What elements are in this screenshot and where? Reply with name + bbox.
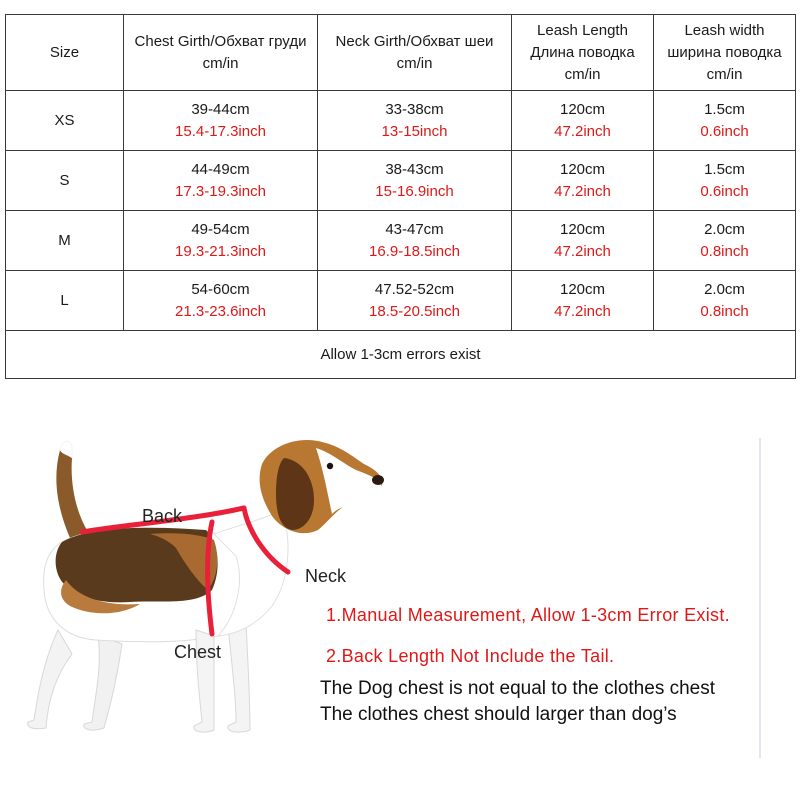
table-row [6, 211, 796, 271]
divider-line [759, 438, 761, 758]
neck-cell: 38-43cm 15-16.9inch [318, 151, 512, 211]
neck-cell: 43-47cm 16.9-18.5inch [318, 211, 512, 271]
table-row [6, 271, 796, 331]
label-neck: Neck [305, 566, 347, 586]
chest-cell: 49-54cm 19.3-21.3inch [124, 211, 318, 271]
leash-length-cell: 120cm 47.2inch [512, 91, 654, 151]
label-back: Back [142, 506, 183, 526]
header-leash-length: Leash Length Длина поводка cm/in [512, 15, 654, 91]
size-cell: L [6, 271, 124, 331]
chest-cell: 54-60cm 21.3-23.6inch [124, 271, 318, 331]
measurement-diagram [0, 430, 800, 800]
table-row [6, 91, 796, 151]
note-clothes-larger: The clothes chest should larger than dog’s [320, 704, 677, 725]
dog-tail [56, 448, 88, 538]
leash-width-cell: 1.5cm 0.6inch [654, 151, 796, 211]
neck-cell: 33-38cm 13-15inch [318, 91, 512, 151]
header-row [6, 15, 796, 91]
chest-cell: 44-49cm 17.3-19.3inch [124, 151, 318, 211]
note-row [6, 331, 796, 379]
note-back-length: 2.Back Length Not Include the Tail. [326, 646, 615, 666]
size-cell: M [6, 211, 124, 271]
leash-width-cell: 2.0cm 0.8inch [654, 271, 796, 331]
label-chest: Chest [174, 642, 222, 662]
size-cell: S [6, 151, 124, 211]
leash-length-cell: 120cm 47.2inch [512, 211, 654, 271]
header-leash-width: Leash width ширина поводка cm/in [654, 15, 796, 91]
chest-cell: 39-44cm 15.4-17.3inch [124, 91, 318, 151]
neck-cell: 47.52-52cm 18.5-20.5inch [318, 271, 512, 331]
header-neck-girth: Neck Girth/Обхват шеи cm/in [318, 15, 512, 91]
note-chest-not-equal: The Dog chest is not equal to the clothes chest [320, 678, 716, 699]
note-manual-measurement: 1.Manual Measurement, Allow 1-3cm Error Exist. [326, 605, 730, 625]
leash-length-cell: 120cm 47.2inch [512, 151, 654, 211]
dog-hind-leg [28, 630, 72, 729]
leash-width-cell: 2.0cm 0.8inch [654, 211, 796, 271]
header-size: Size [6, 15, 124, 91]
size-chart-table [5, 14, 796, 379]
size-cell: XS [6, 91, 124, 151]
error-note: Allow 1-3cm errors exist [6, 331, 796, 379]
leash-width-cell: 1.5cm 0.6inch [654, 91, 796, 151]
leash-length-cell: 120cm 47.2inch [512, 271, 654, 331]
header-chest-girth: Chest Girth/Обхват груди cm/in [124, 15, 318, 91]
table-row [6, 151, 796, 211]
